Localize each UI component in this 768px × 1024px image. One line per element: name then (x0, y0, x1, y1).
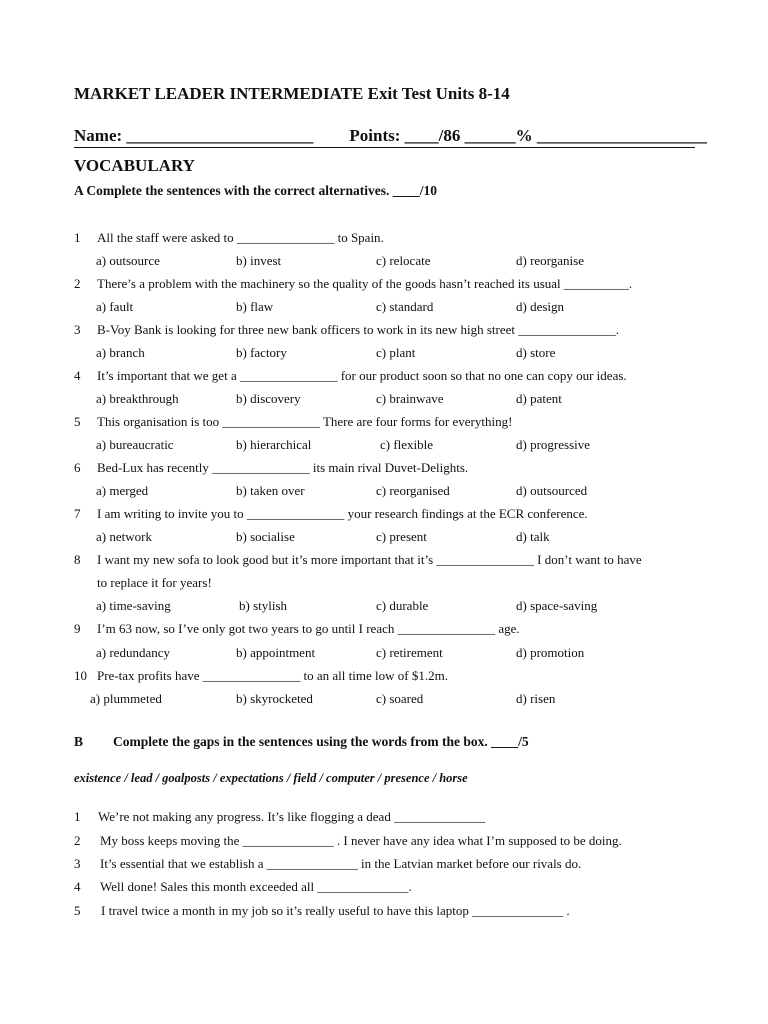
option-d: d) design (516, 299, 565, 314)
section-b-instruction-text: Complete the gaps in the sentences using the words from the box. ____/5 (113, 734, 529, 749)
sentence-text: Well done! Sales this month exceeded all ______________. (100, 879, 412, 894)
option-c: c) present (376, 529, 427, 544)
word-box: existence / lead / goalposts / expectations / field / computer / presence / horse (74, 771, 468, 785)
question-text-continued: to replace it for years! (97, 575, 212, 590)
question-number: 3 (74, 322, 81, 337)
sentence-text: My boss keeps moving the ______________ . I never have any idea what I’m supposed to be doing. (100, 833, 622, 848)
option-a: a) breakthrough (96, 391, 179, 406)
name-points-line (74, 126, 707, 148)
sentence-number: 5 (74, 903, 81, 918)
sentence-number: 1 (74, 809, 81, 824)
section-b-instruction (74, 734, 529, 750)
question-number: 8 (74, 552, 81, 567)
option-c: c) brainwave (376, 391, 444, 406)
question-text: Pre-tax profits have _______________ to an all time low of $1.2m. (97, 668, 448, 683)
option-d: d) promotion (516, 645, 585, 660)
option-a: a) branch (96, 345, 145, 360)
option-c: c) reorganised (376, 483, 450, 498)
question-text: I’m 63 now, so I’ve only got two years to go until I reach _______________ age. (97, 621, 520, 636)
option-b: b) discovery (236, 391, 301, 406)
option-a: a) network (96, 529, 152, 544)
option-d: d) talk (516, 529, 550, 544)
option-d: d) space-saving (516, 598, 598, 613)
option-b: b) stylish (239, 598, 288, 613)
question-text: I want my new sofa to look good but it’s more important that it’s _______________ I don’t want to have (97, 552, 642, 567)
sentence-text: We’re not making any progress. It’s like flogging a dead ______________ (98, 809, 486, 824)
option-b: b) factory (236, 345, 287, 360)
question-number: 9 (74, 621, 81, 636)
option-d: d) risen (516, 691, 556, 706)
option-a: a) redundancy (96, 645, 170, 660)
question-text: Bed-Lux has recently _______________ its main rival Duvet-Delights. (97, 460, 469, 475)
option-a: a) merged (96, 483, 149, 498)
option-c: c) plant (376, 345, 416, 360)
section-a-instruction: A Complete the sentences with the correct alternatives. ____/10 (74, 183, 438, 198)
question-text: This organisation is too _______________ There are four forms for everything! (97, 414, 513, 429)
question-number: 1 (74, 230, 81, 245)
option-a: a) plummeted (90, 691, 162, 706)
option-d: d) progressive (516, 437, 591, 452)
option-c: c) flexible (380, 437, 434, 452)
option-d: d) store (516, 345, 556, 360)
sentence-number: 2 (74, 833, 81, 848)
sentence-number: 3 (74, 856, 81, 871)
question-number: 2 (74, 276, 81, 291)
option-a: a) outsource (96, 253, 160, 268)
question-text: There’s a problem with the machinery so the quality of the goods hasn’t reached its usual __________. (97, 276, 633, 291)
question-text: B-Voy Bank is looking for three new bank officers to work in its new high street _______________. (97, 322, 619, 337)
option-c: c) relocate (376, 253, 431, 268)
option-b: b) taken over (236, 483, 305, 498)
question-number: 6 (74, 460, 81, 475)
sentence-text: It’s essential that we establish a ______________ in the Latvian market before our rivals do. (100, 856, 582, 871)
question-number: 4 (74, 368, 81, 383)
vocabulary-heading: VOCABULARY (74, 156, 195, 175)
option-c: c) retirement (376, 645, 443, 660)
option-b: b) socialise (236, 529, 295, 544)
option-b: b) hierarchical (236, 437, 312, 452)
question-number: 5 (74, 414, 81, 429)
name-field-label: Name: ______________________ (74, 126, 314, 145)
option-c: c) standard (376, 299, 434, 314)
option-b: b) flaw (236, 299, 274, 314)
option-d: d) patent (516, 391, 562, 406)
test-title: MARKET LEADER INTERMEDIATE Exit Test Units 8-14 (74, 84, 510, 103)
option-d: d) reorganise (516, 253, 584, 268)
section-b-letter: B (74, 734, 84, 749)
option-b: b) invest (236, 253, 282, 268)
option-a: a) bureaucratic (96, 437, 174, 452)
question-text: It’s important that we get a _______________ for our product soon so that no one can copy our ideas. (97, 368, 627, 383)
question-number: 7 (74, 506, 81, 521)
option-d: d) outsourced (516, 483, 588, 498)
sentence-text: I travel twice a month in my job so it’s really useful to have this laptop ______________ . (101, 903, 570, 918)
option-a: a) fault (96, 299, 134, 314)
option-b: b) appointment (236, 645, 316, 660)
question-number: 10 (74, 668, 87, 683)
option-a: a) time-saving (96, 598, 171, 613)
question-text: All the staff were asked to _______________ to Spain. (97, 230, 384, 245)
option-c: c) durable (376, 598, 429, 613)
option-c: c) soared (376, 691, 424, 706)
option-b: b) skyrocketed (236, 691, 313, 706)
sentence-number: 4 (74, 879, 81, 894)
question-text: I am writing to invite you to _______________ your research findings at the ECR conference. (97, 506, 588, 521)
points-field-label: Points: ____/86 ______% ____________________ (349, 126, 707, 145)
